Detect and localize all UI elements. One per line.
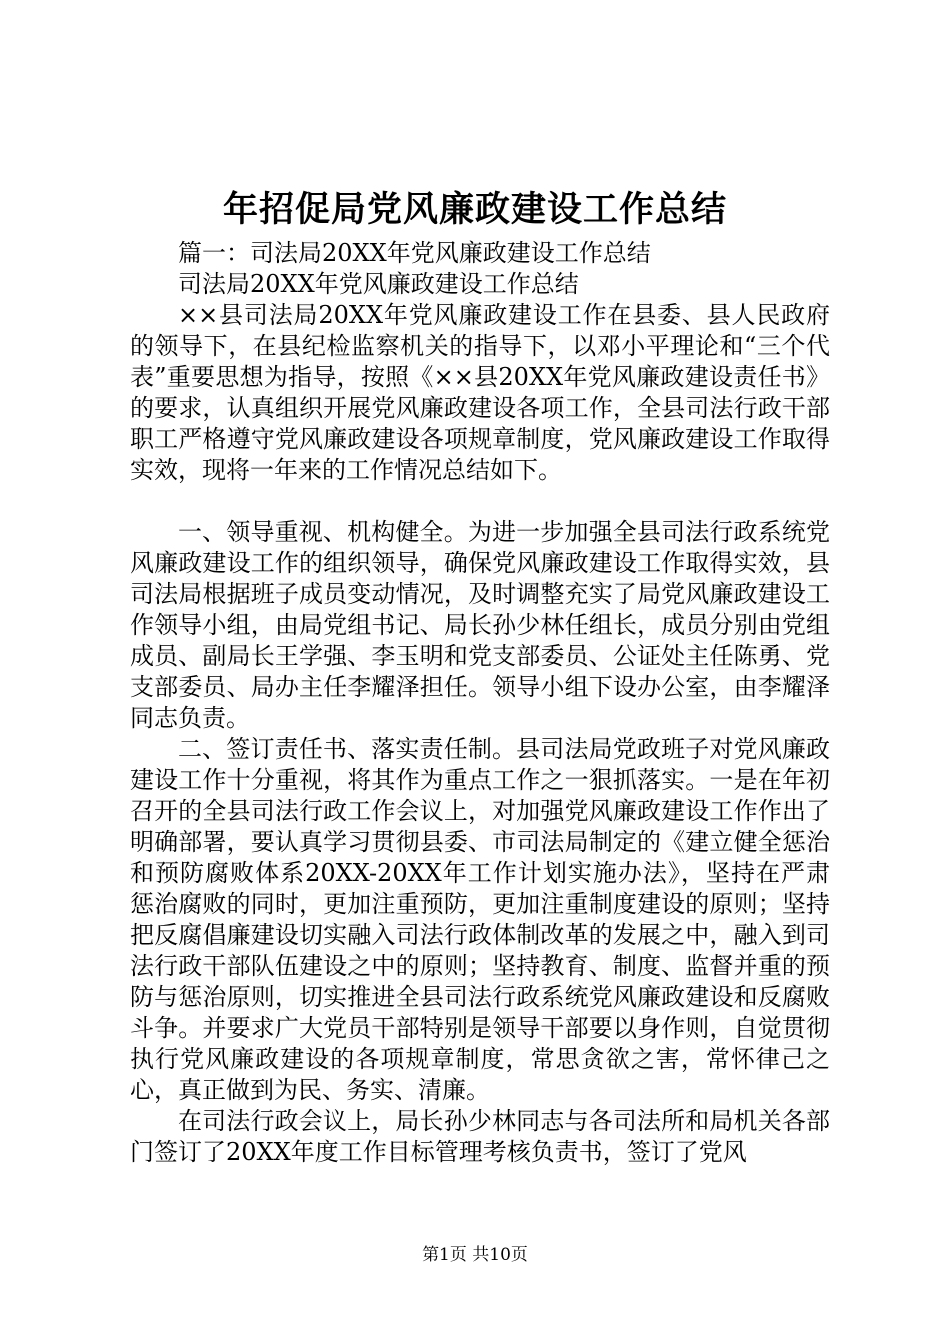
page-number: 第1页 共10页 — [422, 1245, 528, 1265]
paragraph-meeting: 在司法行政会议上，局长孙少林同志与各司法所和局机关各部门签订了20XX年度工作目标管理考核负责书，签订了党风 — [130, 1107, 830, 1166]
document-title: 年招促局党风廉政建设工作总结 — [222, 189, 727, 230]
intro-paragraph: ××县司法局20XX年党风廉政建设工作在县委、县人民政府的领导下，在县纪检监察机关的指导下，以邓小平理论和“三个代表”重要思想为指导，按照《××县20XX年党风廉政建设责任书》的要求，认真组织开展党风廉政建设各项工作，全县司法行政干部职工严格遵守党风廉政建设各项规章制度，党风廉政建设工作取得实效，现将一年来的工作情况总结如下。 — [130, 301, 830, 484]
subtitle-paragraph: 司法局20XX年党风廉政建设工作总结 — [178, 270, 579, 298]
paragraph-leadership: 一、领导重视、机构健全。为进一步加强全县司法行政系统党风廉政建设工作的组织领导，确保党风廉政建设工作取得实效，县司法局根据班子成员变动情况，及时调整充实了局党风廉政建设工作领导小组，由局党组书记、局长孙少林任组长，成员分别由党组成员、副局长王学强、李玉明和党支部委员、公证处主任陈勇、党支部委员、局办主任李耀泽担任。领导小组下设办公室，由李耀泽同志负责。 — [130, 518, 830, 732]
paragraph-responsibility: 二、签订责任书、落实责任制。县司法局党政班子对党风廉政建设工作十分重视，将其作为重点工作之一狠抓落实。一是在年初召开的全县司法行政工作会议上，对加强党风廉政建设工作作出了明确部署，要认真学习贯彻县委、市司法局制定的《建立健全惩治和预防腐败体系20XX-20XX年工作计划实施办法》，坚持在严肃惩治腐败的同时，更加注重预防，更加注重制度建设的原则；坚持把反腐倡廉建设切实融入司法行政体制改革的发展之中，融入到司法行政干部队伍建设之中的原则；坚持教育、制度、监督并重的预防与惩治原则，切实推进全县司法行政系统党风廉政建设和反腐败斗争。并要求广大党员干部特别是领导干部要以身作则，自觉贯彻执行党风廉政建设的各项规章制度，常思贪欲之害，常怀律己之心，真正做到为民、务实、清廉。 — [130, 735, 830, 1104]
document-body — [130, 238, 830, 1168]
section-heading: 篇一：司法局20XX年党风廉政建设工作总结 — [178, 239, 651, 267]
